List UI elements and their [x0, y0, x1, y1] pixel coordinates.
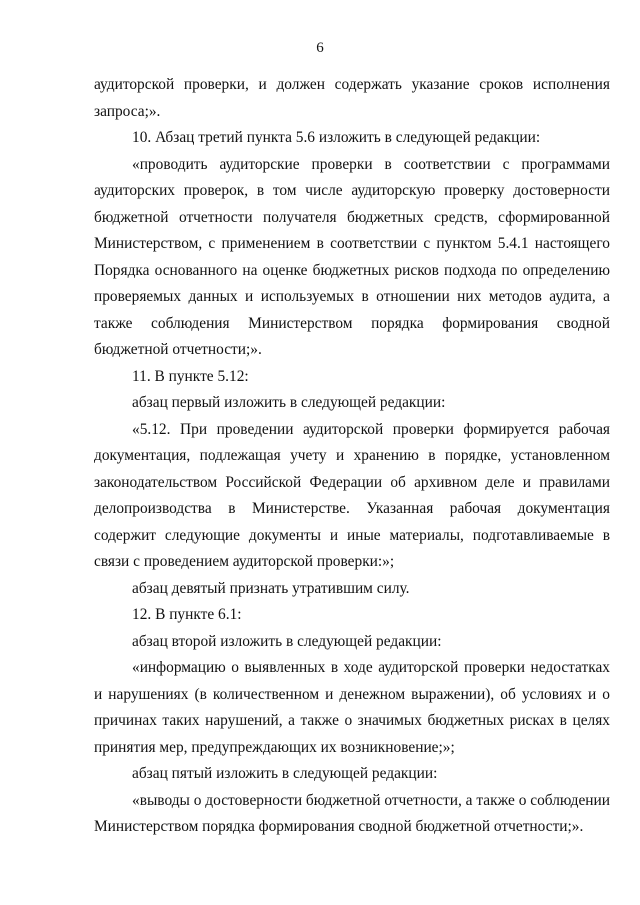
- paragraph-quote-6-1: «информацию о выявленных в ходе аудиторской проверки недостатках и нарушениях (в количественном и денежном выражении), об условиях и о причинах таких нарушений, а также о значимых бюджетных рисках в целях принятия мер, предупреждающих их возникновение;»;: [94, 659, 610, 756]
- paragraph-continuation: аудиторской проверки, и должен содержать указание сроков исполнения запроса;».: [94, 76, 610, 120]
- paragraph-item-10: 10. Абзац третий пункта 5.6 изложить в следующей редакции:: [132, 129, 541, 146]
- paragraph-instruction-first: абзац первый изложить в следующей редакции:: [132, 394, 446, 411]
- document-body: [94, 72, 610, 841]
- paragraph-instruction-second: абзац второй изложить в следующей редакции:: [132, 632, 442, 650]
- page-number: 6: [316, 40, 324, 56]
- paragraph-quote-5-6: «проводить аудиторские проверки в соответствии с программами аудиторских проверок, в том числе аудиторскую проверку достоверности бюджетной отчетности получателя бюджетных средств, сформированной Министерством, с применением в соответствии с пунктом 5.4.1 настоящего Порядка основанного на оценке бюджетных рисков подхода по определению проверяемых данных и используемых в отношении них методов аудита, а также соблюдения Министерством порядка формирования сводной бюджетной отчетности;».: [94, 155, 610, 358]
- paragraph-quote-5-12: «5.12. При проведении аудиторской проверки формируется рабочая документация, подлежащая учету и хранению в порядке, установленном законодательством Российской Федерации об архивном деле и правилами делопроизводства в Министерстве. Указанная рабочая документация содержит следующие документы и иные материалы, подготавливаемые в связи с проведением аудиторской проверки:»;: [94, 420, 610, 570]
- paragraph-item-11: 11. В пункте 5.12:: [132, 367, 249, 385]
- paragraph-item-12: 12. В пункте 6.1:: [132, 606, 242, 623]
- paragraph-ninth-void: абзац девятый признать утратившим силу.: [132, 579, 410, 597]
- paragraph-instruction-fifth: абзац пятый изложить в следующей редакции:: [132, 765, 438, 782]
- paragraph-quote-conclusions: «выводы о достоверности бюджетной отчетности, а также о соблюдении Министерством порядка формирования сводной бюджетной отчетности;».: [94, 791, 610, 835]
